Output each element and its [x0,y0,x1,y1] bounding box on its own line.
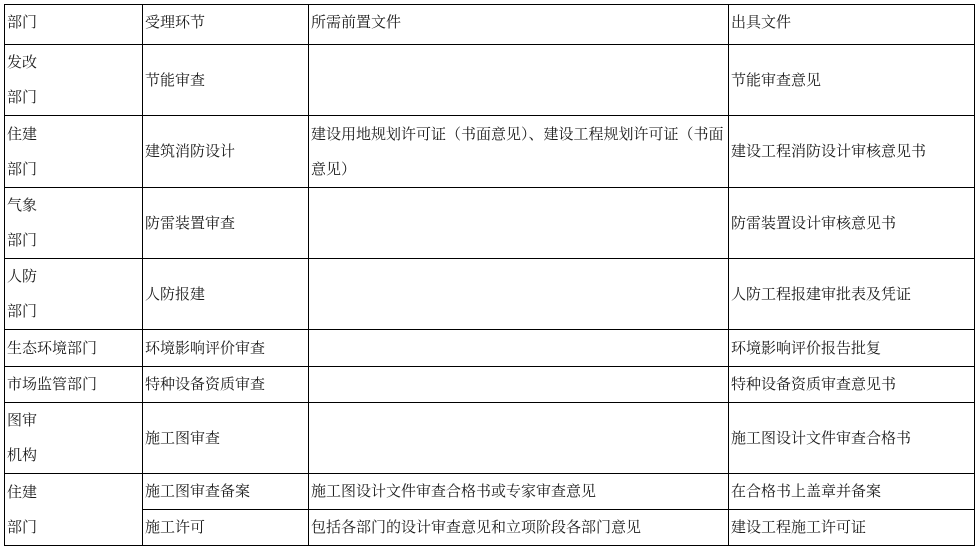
step-cell: 人防报建 [143,259,309,330]
prereq-cell [309,188,729,259]
prereq-cell [309,259,729,330]
step-cell: 施工图审查备案 [143,474,309,510]
header-prereq: 所需前置文件 [309,5,729,45]
header-output: 出具文件 [729,5,975,45]
prereq-cell [309,330,729,367]
dept-line: 图审 [7,411,38,429]
step-cell: 施工图审查 [143,403,309,474]
dept-line: 人防 [7,267,38,285]
dept-cell: 市场监管部门 [5,367,143,403]
dept-line: 部门 [7,231,38,249]
dept-cell [5,474,143,546]
dept-cell [5,259,143,330]
table-row [5,510,975,546]
prereq-cell [309,367,729,403]
prereq-cell [309,403,729,474]
output-cell: 环境影响评价报告批复 [729,330,975,367]
dept-line: 住建 [7,482,38,501]
approval-table [4,4,975,546]
table-row [5,259,975,330]
output-cell: 人防工程报建审批表及凭证 [729,259,975,330]
table-row [5,116,975,188]
step-cell: 防雷装置审查 [143,188,309,259]
output-cell: 在合格书上盖章并备案 [729,474,975,510]
dept-line: 部门 [7,159,38,178]
dept-line: 住建 [7,124,38,143]
table-row [5,367,975,403]
output-cell: 建设工程消防设计审核意见书 [729,116,975,188]
dept-line: 部门 [7,302,38,320]
dept-line: 发改 [7,53,38,71]
output-cell: 建设工程施工许可证 [729,510,975,546]
dept-line: 气象 [7,196,38,214]
step-cell: 环境影响评价审查 [143,330,309,367]
step-cell: 节能审查 [143,45,309,116]
header-step: 受理环节 [143,5,309,45]
output-cell: 特种设备资质审查意见书 [729,367,975,403]
dept-line: 部门 [7,88,38,106]
step-cell: 施工许可 [143,510,309,546]
dept-cell: 生态环境部门 [5,330,143,367]
prereq-cell: 施工图设计文件审查合格书或专家审查意见 [309,474,729,510]
output-cell: 节能审查意见 [729,45,975,116]
dept-cell [5,116,143,188]
prereq-cell [309,45,729,116]
output-cell: 防雷装置设计审核意见书 [729,188,975,259]
header-row [5,5,975,45]
dept-cell [5,188,143,259]
prereq-cell: 包括各部门的设计审查意见和立项阶段各部门意见 [309,510,729,546]
header-dept: 部门 [5,5,143,45]
dept-cell [5,45,143,116]
step-cell: 特种设备资质审查 [143,367,309,403]
table-row [5,330,975,367]
prereq-cell: 建设用地规划许可证（书面意见）、建设工程规划许可证（书面意见） [309,116,729,188]
dept-line: 部门 [7,517,38,536]
step-cell: 建筑消防设计 [143,116,309,188]
output-cell: 施工图设计文件审查合格书 [729,403,975,474]
dept-line: 机构 [7,446,38,464]
dept-cell [5,403,143,474]
table-row [5,45,975,116]
table-row [5,403,975,474]
table-row [5,188,975,259]
table-row [5,474,975,510]
